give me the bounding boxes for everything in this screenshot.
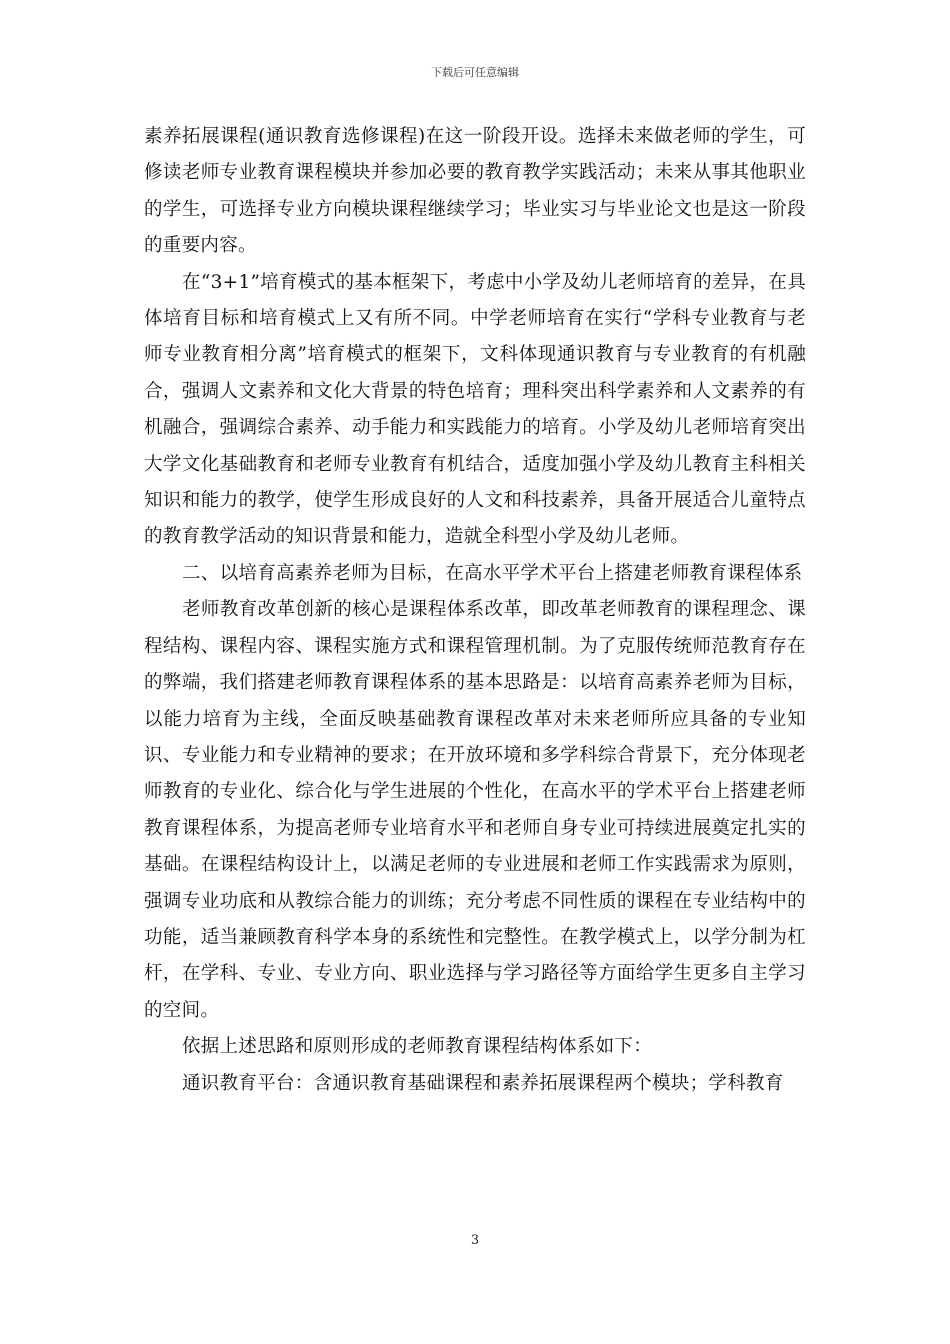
- paragraph-5: 通识教育平台：含通识教育基础课程和素养拓展课程两个模块；学科教育: [182, 1072, 784, 1094]
- paragraph-4: 依据上述思路和原则形成的老师教育课程结构体系如下：: [182, 1036, 653, 1058]
- paragraph-1: 素养拓展课程(通识教育选修课程)在这一阶段开设。选择未来做老师的学生，可修读老师专业教育课程模块并参加必要的教育教学实践活动；未来从事其他职业的学生，可选择专业方向模块课程继续学习；毕业实习与毕业论文也是这一阶段的重要内容。: [144, 126, 806, 257]
- document-body: [144, 119, 806, 1102]
- section-heading: 二、以培育高素养老师为目标，在高水平学术平台上搭建老师教育课程体系: [182, 562, 803, 584]
- page-header: 下载后可任意编辑: [431, 66, 519, 79]
- page-number: 3: [470, 1233, 480, 1248]
- paragraph-3: 老师教育改革创新的核心是课程体系改革，即改革老师教育的课程理念、课程结构、课程内容、课程实施方式和课程管理机制。为了克服传统师范教育存在的弊端，我们搭建老师教育课程体系的基本思路是：以培育高素养老师为目标，以能力培育为主线，全面反映基础教育课程改革对未来老师所应具备的专业知识、专业能力和专业精神的要求；在开放环境和多学科综合背景下，充分体现老师教育的专业化、综合化与学生进展的个性化，在高水平的学术平台上搭建老师教育课程体系，为提高老师专业培育水平和老师自身专业可持续进展奠定扎实的基础。在课程结构设计上，以满足老师的专业进展和老师工作实践需求为原则，强调专业功底和从教综合能力的训练；充分考虑不同性质的课程在专业结构中的功能，适当兼顾教育科学本身的系统性和完整性。在教学模式上，以学分制为杠杆，在学科、专业、专业方向、职业选择与学习路径等方面给学生更多自主学习的空间。: [144, 599, 806, 1021]
- paragraph-2: 在“3+1”培育模式的基本框架下，考虑中小学及幼儿老师培育的差异，在具体培育目标和培育模式上又有所不同。中学老师培育在实行“学科专业教育与老师专业教育相分离”培育模式的框架下，文科体现通识教育与专业教育的有机融合，强调人文素养和文化大背景的特色培育；理科突出科学素养和人文素养的有机融合，强调综合素养、动手能力和实践能力的培育。小学及幼儿老师培育突出大学文化基础教育和老师专业教育有机结合，适度加强小学及幼儿教育主科相关知识和能力的教学，使学生形成良好的人文和科技素养，具备开展适合儿童特点的教育教学活动的知识背景和能力，造就全科型小学及幼儿老师。: [144, 271, 806, 548]
